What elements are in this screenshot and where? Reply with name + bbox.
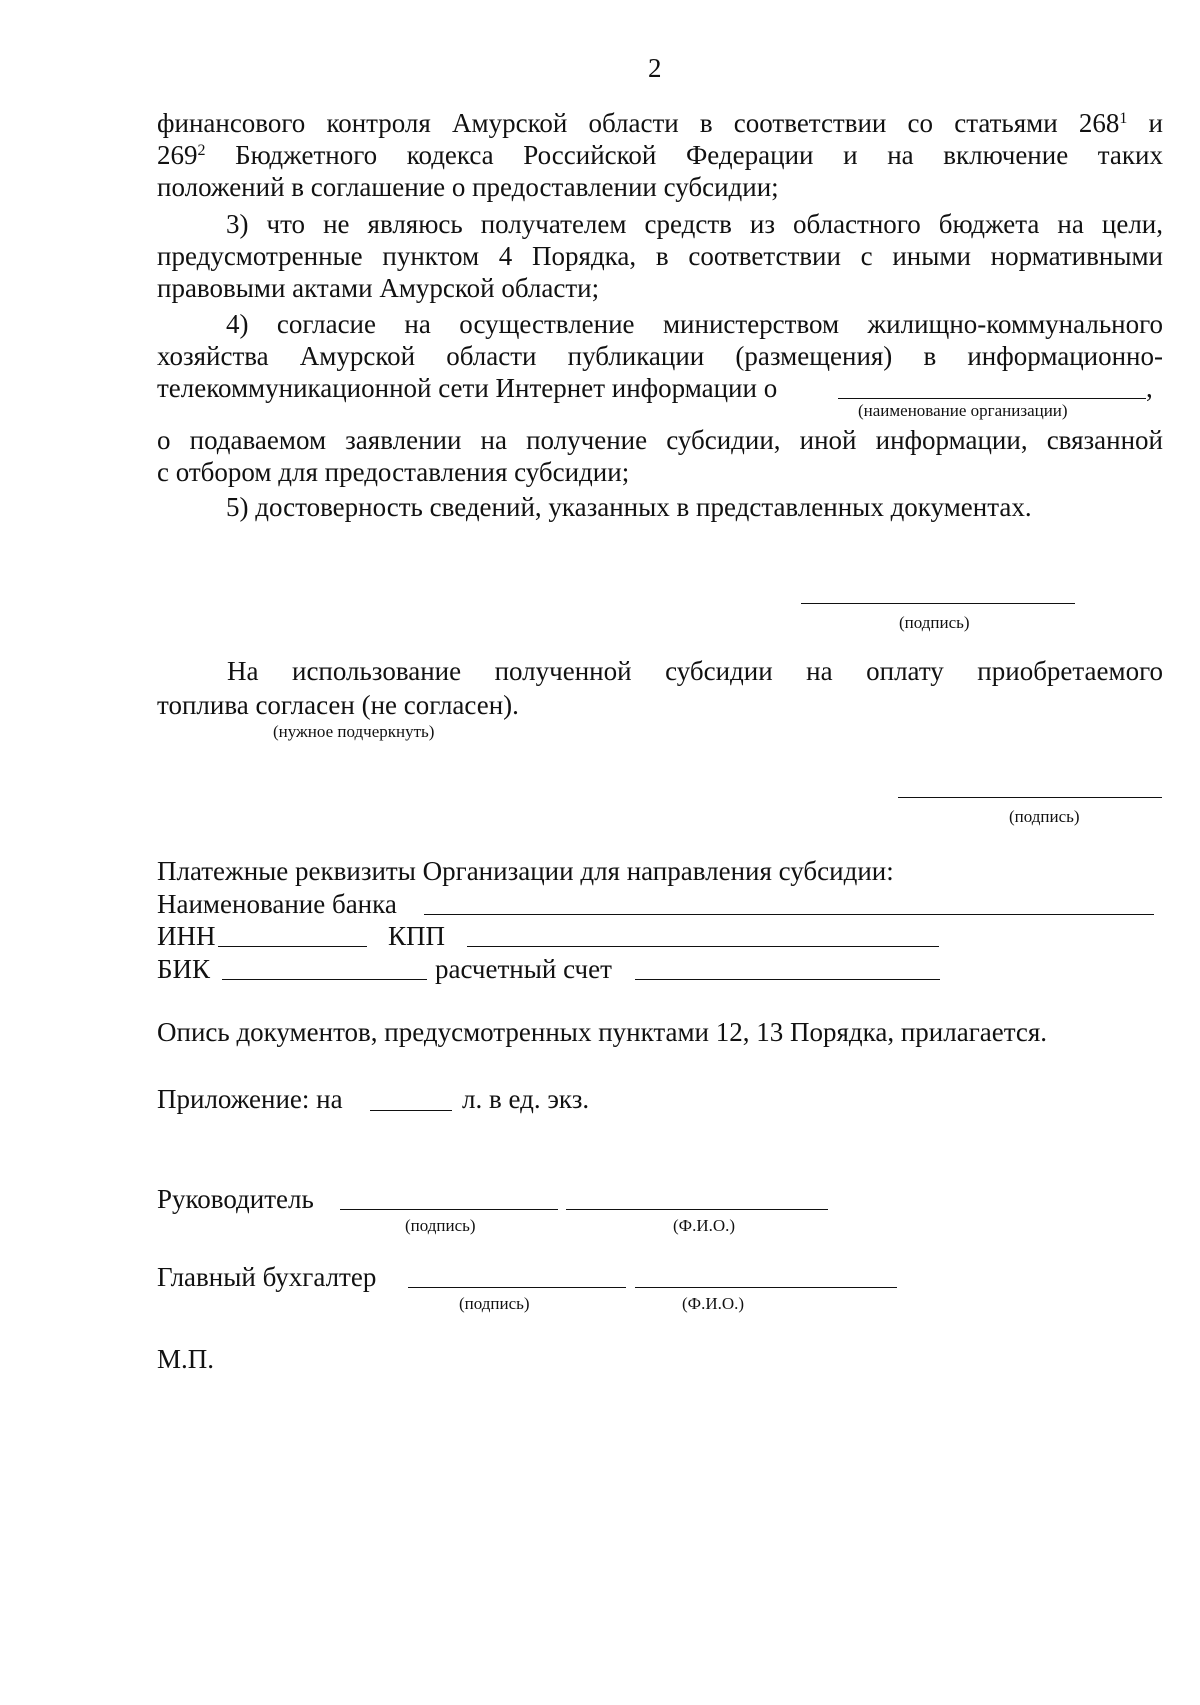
text-line: о подаваемом заявлении на получение субсидии, иной информации, связанной: [157, 425, 1163, 455]
accountant-name-caption: (Ф.И.О.): [682, 1294, 745, 1313]
inventory-text: Опись документов, предусмотренных пунктами 12, 13 Порядка, прилагается.: [157, 1017, 1048, 1047]
head-signature-caption: (подпись): [405, 1216, 476, 1235]
text-line: $269^2$ Бюджетного кодекса Российской Федерации и на включение таких: [157, 140, 1163, 170]
head-name-field[interactable]: [566, 1209, 828, 1210]
head-signature-field[interactable]: [340, 1209, 558, 1210]
stamp-place: М.П.: [157, 1344, 215, 1374]
accountant-name-field[interactable]: [635, 1287, 897, 1288]
attachment-prefix: Приложение: на: [157, 1084, 343, 1114]
bik-label: БИК: [157, 954, 211, 984]
accountant-signature-field[interactable]: [408, 1287, 626, 1288]
text-line: с отбором для предоставления субсидии;: [157, 457, 630, 487]
page-number: 2: [648, 53, 662, 83]
accountant-label: Главный бухгалтер: [157, 1262, 377, 1292]
text-line: финансового контроля Амурской области в соответствии со статьями $268^1$ и: [157, 108, 1163, 138]
signature-line[interactable]: [898, 797, 1162, 798]
text-line: телекоммуникационной сети Интернет информации о: [157, 373, 778, 403]
head-name-caption: (Ф.И.О.): [673, 1216, 736, 1235]
list-item-4: 4) согласие на осуществление министерством жилищно-коммунального: [226, 309, 1163, 339]
text-line: хозяйства Амурской области публикации (размещения) в информационно-: [157, 341, 1163, 371]
list-item-3: 3) что не являюсь получателем средств из областного бюджета на цели,: [226, 209, 1163, 239]
consent-text: топлива согласен (не согласен).: [157, 690, 519, 720]
underline-hint: (нужное подчеркнуть): [273, 722, 435, 741]
account-field[interactable]: [635, 979, 940, 980]
comma: ,: [1146, 373, 1153, 403]
list-item-5: 5) достоверность сведений, указанных в представленных документах.: [226, 492, 1032, 522]
org-name-blank[interactable]: [838, 398, 1146, 399]
signature-line[interactable]: [801, 603, 1075, 604]
text-line: предусмотренные пунктом 4 Порядка, в соответствии с иными нормативными: [157, 241, 1163, 271]
text-line: положений в соглашение о предоставлении субсидии;: [157, 172, 779, 202]
bank-name-label: Наименование банка: [157, 889, 397, 919]
attachment-suffix: л. в ед. экз.: [462, 1084, 590, 1114]
payment-heading: Платежные реквизиты Организации для направления субсидии:: [157, 856, 894, 886]
org-name-caption: (наименование организации): [858, 401, 1068, 420]
signature-caption: (подпись): [1009, 807, 1080, 826]
bank-name-field[interactable]: [424, 914, 1154, 915]
inn-label: ИНН: [157, 921, 216, 951]
text-line: правовыми актами Амурской области;: [157, 273, 600, 303]
kpp-label: КПП: [388, 921, 446, 951]
attachment-pages-field[interactable]: [370, 1110, 452, 1111]
consent-text: На использование полученной субсидии на оплату приобретаемого: [227, 656, 1163, 686]
bik-field[interactable]: [222, 979, 427, 980]
accountant-signature-caption: (подпись): [459, 1294, 530, 1313]
signature-caption: (подпись): [899, 613, 970, 632]
inn-field[interactable]: [218, 946, 367, 947]
account-label: расчетный счет: [435, 954, 612, 984]
kpp-field[interactable]: [467, 946, 939, 947]
head-label: Руководитель: [157, 1184, 314, 1214]
